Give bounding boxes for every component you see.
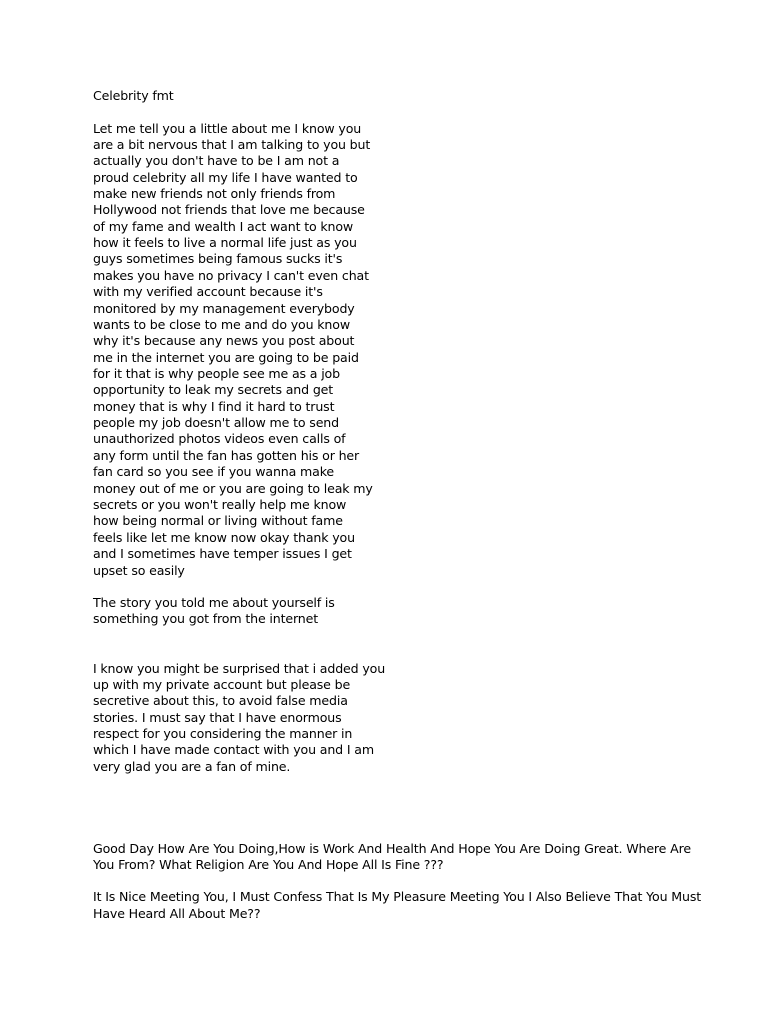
paragraph-line: makes you have no privacy I can't even chat [93, 268, 369, 283]
paragraph-line: The story you told me about yourself is [93, 595, 335, 610]
paragraph-line: Hollywood not friends that love me because [93, 202, 365, 217]
paragraph-line: how being normal or living without fame [93, 513, 343, 528]
paragraph-line: money that is why I find it hard to trust [93, 399, 335, 414]
paragraph-line: which I have made contact with you and I am [93, 742, 374, 757]
paragraph-line: why it's because any news you post about [93, 333, 355, 348]
paragraph-line: wants to be close to me and do you know [93, 317, 350, 332]
paragraph-line: Let me tell you a little about me I know you [93, 121, 362, 136]
paragraph-line: money out of me or you are going to leak my [93, 481, 373, 496]
paragraph-line: any form until the fan has gotten his or her [93, 448, 360, 463]
paragraph-line: opportunity to leak my secrets and get [93, 382, 334, 397]
paragraph-line: very glad you are a fan of mine. [93, 759, 291, 774]
paragraph-line: proud celebrity all my life I have wanted to [93, 170, 358, 185]
paragraph-line: upset so easily [93, 563, 185, 578]
paragraph-line: are a bit nervous that I am talking to you but [93, 137, 371, 152]
paragraph-line: stories. I must say that I have enormous [93, 710, 342, 725]
paragraph-line: unauthorized photos videos even calls of [93, 431, 346, 446]
paragraph-line: monitored by my management everybody [93, 301, 355, 316]
paragraph-line: secrets or you won't really help me know [93, 497, 347, 512]
paragraph-line: and I sometimes have temper issues I get [93, 546, 352, 561]
paragraph-line: Good Day How Are You Doing,How is Work And Health And Hope You Are Doing Great. Where Are [93, 841, 691, 856]
paragraph-line: something you got from the internet [93, 611, 318, 626]
paragraph-line: It Is Nice Meeting You, I Must Confess That Is My Pleasure Meeting You I Also Believe That You Must [93, 889, 702, 904]
paragraph-line: how it feels to live a normal life just as you [93, 235, 357, 250]
paragraph-line: feels like let me know now okay thank you [93, 530, 355, 545]
paragraph-line: secretive about this, to avoid false media [93, 693, 348, 708]
paragraph-line: I know you might be surprised that i added you [93, 661, 386, 676]
paragraph-line: Have Heard All About Me?? [93, 906, 261, 921]
paragraph-line: with my verified account because it's [93, 284, 323, 299]
paragraph-line: of my fame and wealth I act want to know [93, 219, 354, 234]
paragraph-line: make new friends not only friends from [93, 186, 336, 201]
paragraph-line: fan card so you see if you wanna make [93, 464, 335, 479]
paragraph-line: respect for you considering the manner in [93, 726, 353, 741]
paragraph-line: You From? What Religion Are You And Hope All Is Fine ??? [93, 857, 444, 872]
paragraph-line: actually you don't have to be I am not a [93, 153, 340, 168]
paragraph-line: up with my private account but please be [93, 677, 351, 692]
paragraph-line: people my job doesn't allow me to send [93, 415, 339, 430]
paragraph-line: me in the internet you are going to be paid [93, 350, 359, 365]
paragraph-line: guys sometimes being famous sucks it's [93, 251, 343, 266]
document-title: Celebrity fmt [93, 88, 174, 103]
paragraph-line: for it that is why people see me as a job [93, 366, 340, 381]
